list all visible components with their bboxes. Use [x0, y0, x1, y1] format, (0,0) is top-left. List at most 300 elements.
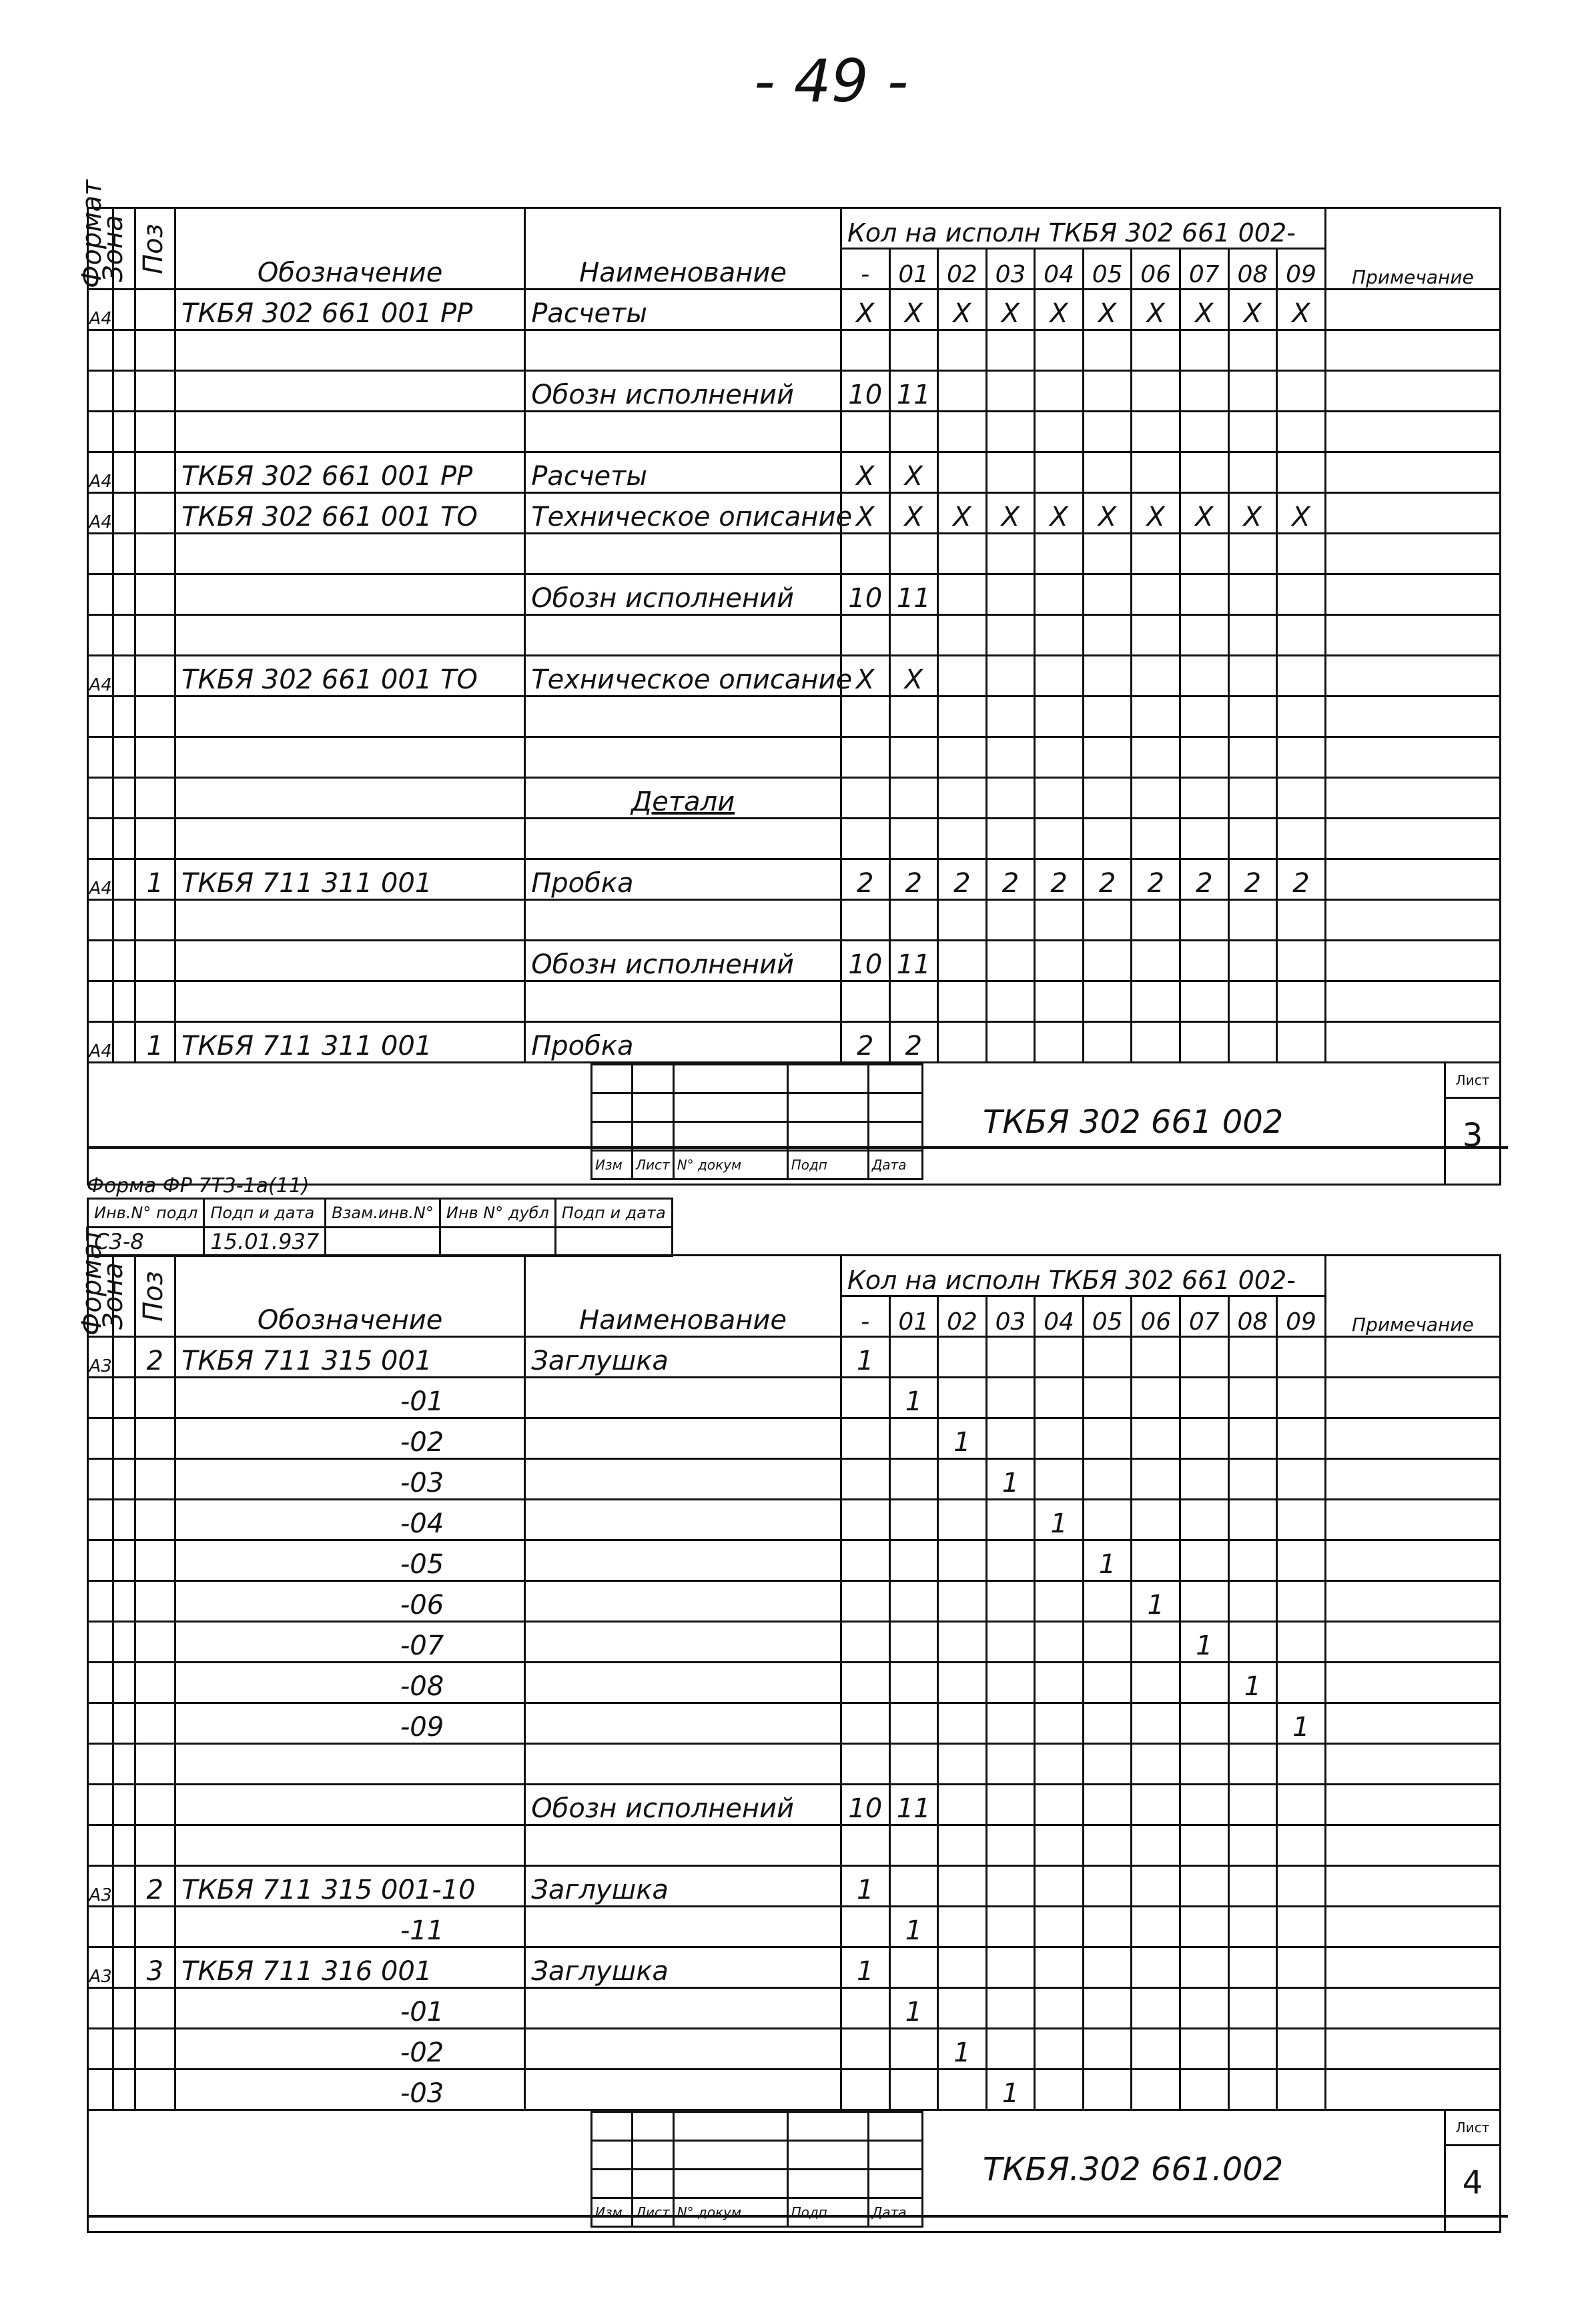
name-cell [525, 1663, 841, 1703]
qty-cell [1083, 1947, 1132, 1988]
qty-cell [1132, 819, 1180, 859]
qty-cell [1083, 615, 1132, 656]
qty-cell: X [889, 452, 938, 493]
qty-cell [1228, 1378, 1277, 1418]
qty-cell [938, 1540, 987, 1581]
qty-cell [938, 534, 987, 574]
qty-cell [1083, 1907, 1132, 1947]
note-cell [1325, 330, 1500, 371]
inventory-value [326, 1228, 440, 1256]
zone-cell [113, 697, 135, 737]
pos-cell [135, 452, 175, 493]
variant-header: 07 [1180, 1296, 1229, 1337]
inventory-label: Взам.инв.N° [326, 1199, 440, 1228]
qty-cell [1277, 1988, 1326, 2029]
qty-cell [1228, 574, 1277, 615]
name-cell: Заглушка [525, 1337, 841, 1378]
qty-cell: 10 [841, 941, 889, 981]
zone-cell [113, 1947, 135, 1988]
qty-cell [1083, 2029, 1132, 2070]
qty-cell [1228, 1500, 1277, 1540]
stamp-cell [592, 1093, 633, 1122]
qty-cell [986, 941, 1035, 981]
zone-cell [113, 819, 135, 859]
qty-cell [1277, 941, 1326, 981]
qty-cell [986, 981, 1035, 1022]
name-cell [525, 1378, 841, 1418]
qty-cell [1228, 330, 1277, 371]
qty-cell [1132, 452, 1180, 493]
name-cell: Обозн исполнений [525, 574, 841, 615]
qty-cell [986, 615, 1035, 656]
zone-cell [113, 778, 135, 819]
name-header: Наименование [525, 1256, 841, 1337]
qty-cell [1035, 1907, 1084, 1947]
zone-cell [113, 1581, 135, 1622]
qty-cell [1083, 2070, 1132, 2110]
qty-cell [986, 778, 1035, 819]
qty-cell [1035, 1540, 1084, 1581]
qty-cell [1035, 574, 1084, 615]
qty-cell: X [1083, 290, 1132, 330]
name-cell [525, 1459, 841, 1500]
designation-header: Обозначение [175, 208, 525, 290]
qty-cell [1035, 1022, 1084, 1063]
note-cell [1325, 1744, 1500, 1785]
qty-cell: 11 [889, 941, 938, 981]
qty-cell [938, 412, 987, 452]
qty-cell [986, 1663, 1035, 1703]
qty-cell [1083, 778, 1132, 819]
note-cell [1325, 493, 1500, 534]
table-row [88, 737, 1501, 778]
qty-cell [1228, 1622, 1277, 1663]
qty-cell [1132, 1744, 1180, 1785]
qty-cell [889, 1540, 938, 1581]
qty-cell [1132, 1022, 1180, 1063]
format-header: Формат [88, 1256, 113, 1337]
name-cell [525, 1540, 841, 1581]
note-cell [1325, 1988, 1500, 2029]
qty-cell: X [1083, 493, 1132, 534]
qty-cell [938, 981, 987, 1022]
qty-cell [841, 1581, 889, 1622]
qty-cell [986, 412, 1035, 452]
format-cell [88, 330, 113, 371]
name-cell [525, 1622, 841, 1663]
designation-cell: ТКБЯ 302 661 001 РР [175, 290, 525, 330]
designation-cell: ТКБЯ 711 311 001 [175, 859, 525, 900]
form-label: Форма ФР 7Т3-1а(11) [87, 1174, 310, 1198]
qty-cell [1132, 1540, 1180, 1581]
qty-cell [938, 574, 987, 615]
qty-cell [1228, 371, 1277, 412]
qty-cell [1132, 1988, 1180, 2029]
pos-cell [135, 2029, 175, 2070]
qty-cell: 2 [1035, 859, 1084, 900]
table-row [88, 330, 1501, 371]
qty-cell [1180, 1947, 1229, 1988]
pos-cell [135, 1418, 175, 1459]
format-cell [88, 2029, 113, 2070]
variant-header: 08 [1228, 249, 1277, 290]
qty-cell [1277, 452, 1326, 493]
qty-cell [938, 452, 987, 493]
format-cell [88, 412, 113, 452]
zone-cell [113, 1663, 135, 1703]
zone-cell [113, 1785, 135, 1825]
qty-cell [1180, 1988, 1229, 2029]
sheet-number-box [1444, 2111, 1499, 2231]
qty-cell [1132, 1418, 1180, 1459]
qty-cell [841, 737, 889, 778]
pos-cell [135, 290, 175, 330]
note-cell [1325, 981, 1500, 1022]
designation-cell: -05 [175, 1540, 525, 1581]
qty-cell [889, 1744, 938, 1785]
note-cell [1325, 859, 1500, 900]
qty-cell [986, 1866, 1035, 1907]
qty-cell [1277, 981, 1326, 1022]
qty-cell [1277, 778, 1326, 819]
qty-cell [889, 1459, 938, 1500]
variant-header: 08 [1228, 1296, 1277, 1337]
variant-header: 03 [986, 1296, 1035, 1337]
page-number: - 49 - [754, 47, 909, 115]
pos-cell [135, 1500, 175, 1540]
spec-table-1 [76, 179, 1501, 1063]
pos-cell [135, 371, 175, 412]
note-header: Примечание [1325, 1256, 1500, 1337]
qty-cell [938, 697, 987, 737]
qty-cell [1228, 737, 1277, 778]
qty-cell [841, 330, 889, 371]
qty-cell [1228, 1418, 1277, 1459]
qty-cell [938, 819, 987, 859]
qty-cell [1035, 1459, 1084, 1500]
designation-cell [175, 1825, 525, 1866]
qty-cell [986, 1581, 1035, 1622]
name-cell [525, 981, 841, 1022]
note-cell [1325, 452, 1500, 493]
pos-cell [135, 1459, 175, 1500]
designation-cell [175, 941, 525, 981]
format-cell [88, 778, 113, 819]
zone-cell [113, 493, 135, 534]
stamp-cell [592, 1065, 633, 1093]
designation-header: Обозначение [175, 1256, 525, 1337]
designation-cell: -02 [175, 2029, 525, 2070]
name-cell: Заглушка [525, 1947, 841, 1988]
name-cell [525, 697, 841, 737]
qty-cell [938, 778, 987, 819]
qty-cell: 2 [986, 859, 1035, 900]
qty-cell [889, 778, 938, 819]
format-cell [88, 1907, 113, 1947]
qty-cell [1132, 1866, 1180, 1907]
variant-header: 04 [1035, 1296, 1084, 1337]
stamp-cell [673, 2170, 787, 2198]
note-cell [1325, 941, 1500, 981]
note-header: Примечание [1325, 208, 1500, 290]
qty-cell [841, 1825, 889, 1866]
qty-cell [1132, 2029, 1180, 2070]
qty-cell [1277, 1947, 1326, 1988]
zone-cell [113, 941, 135, 981]
stamp-label: Дата [868, 1151, 922, 1180]
qty-cell [1277, 900, 1326, 941]
qty-cell [1228, 1907, 1277, 1947]
designation-cell: ТКБЯ 302 661 001 ТО [175, 493, 525, 534]
table-row [88, 412, 1501, 452]
qty-cell [938, 371, 987, 412]
note-cell [1325, 1866, 1500, 1907]
stamp-cell [787, 2112, 868, 2141]
qty-cell [1035, 1337, 1084, 1378]
pos-cell [135, 534, 175, 574]
note-cell [1325, 371, 1500, 412]
name-cell: Пробка [525, 1022, 841, 1063]
qty-cell [1083, 534, 1132, 574]
qty-cell [1083, 1581, 1132, 1622]
qty-cell [938, 900, 987, 941]
qty-cell [841, 534, 889, 574]
qty-cell [1035, 1825, 1084, 1866]
qty-cell [1180, 697, 1229, 737]
name-cell [525, 412, 841, 452]
qty-cell [1132, 1622, 1180, 1663]
qty-cell [1132, 1663, 1180, 1703]
pos-cell [135, 412, 175, 452]
note-cell [1325, 1581, 1500, 1622]
qty-cell [1228, 1947, 1277, 1988]
pos-cell [135, 900, 175, 941]
qty-cell [841, 1418, 889, 1459]
qty-cell [1083, 1744, 1132, 1785]
qty-cell [1132, 1337, 1180, 1378]
pos-header: Поз [135, 208, 175, 290]
zone-cell [113, 1907, 135, 1947]
format-cell [88, 1540, 113, 1581]
qty-cell [1035, 330, 1084, 371]
qty-cell: 1 [841, 1866, 889, 1907]
designation-cell: -01 [175, 1378, 525, 1418]
qty-cell [1180, 778, 1229, 819]
qty-cell [841, 819, 889, 859]
designation-cell [175, 1785, 525, 1825]
stamp-cell [787, 1093, 868, 1122]
qty-cell [986, 1418, 1035, 1459]
inventory-value [555, 1228, 672, 1256]
variant-header: - [841, 249, 889, 290]
qty-cell [1180, 1378, 1229, 1418]
qty-cell [1277, 656, 1326, 697]
qty-cell: X [889, 493, 938, 534]
qty-cell [841, 1500, 889, 1540]
inventory-label: Подп и дата [204, 1199, 326, 1228]
qty-cell [1035, 1947, 1084, 1988]
designation-cell: -11 [175, 1907, 525, 1947]
designation-cell: -09 [175, 1703, 525, 1744]
zone-cell [113, 1378, 135, 1418]
qty-cell [841, 1540, 889, 1581]
qty-cell [1035, 2029, 1084, 2070]
qty-cell: X [1228, 493, 1277, 534]
qty-cell [889, 1703, 938, 1744]
inventory-label: Инв N° дубл [440, 1199, 555, 1228]
format-cell [88, 941, 113, 981]
qty-cell [1180, 1337, 1229, 1378]
qty-cell [1035, 819, 1084, 859]
qty-cell [1132, 981, 1180, 1022]
designation-cell [175, 778, 525, 819]
qty-cell [1180, 2029, 1229, 2070]
inventory-block [87, 1198, 673, 1257]
sheet-number: 3 [1462, 1117, 1483, 1154]
qty-cell: X [1180, 493, 1229, 534]
qty-cell [938, 1663, 987, 1703]
qty-cell [1277, 1500, 1326, 1540]
zone-cell [113, 1703, 135, 1744]
qty-cell [841, 1459, 889, 1500]
pos-cell [135, 2070, 175, 2110]
qty-cell [1228, 2029, 1277, 2070]
format-cell: А4 [88, 452, 113, 493]
designation-cell: -06 [175, 1581, 525, 1622]
qty-cell [1180, 1418, 1229, 1459]
note-cell [1325, 778, 1500, 819]
zone-cell [113, 330, 135, 371]
table-row [88, 2029, 1501, 2070]
qty-cell [1277, 1825, 1326, 1866]
sheet-number-box [1444, 1063, 1499, 1184]
note-cell [1325, 1703, 1500, 1744]
stamp-cell [787, 2141, 868, 2170]
qty-cell [1132, 2070, 1180, 2110]
qty-cell [938, 1337, 987, 1378]
qty-cell [1277, 574, 1326, 615]
designation-cell [175, 371, 525, 412]
pos-cell [135, 1663, 175, 1703]
qty-cell [938, 2070, 987, 2110]
stamp-label: N° докум [673, 2198, 787, 2227]
qty-cell [1132, 1785, 1180, 1825]
zone-cell [113, 1418, 135, 1459]
qty-cell [1277, 1418, 1326, 1459]
qty-cell [1277, 1337, 1326, 1378]
stamp-cell [673, 1093, 787, 1122]
zone-cell [113, 1459, 135, 1500]
qty-cell: X [1035, 290, 1084, 330]
designation-cell: ТКБЯ 302 661 001 ТО [175, 656, 525, 697]
qty-cell [1035, 1378, 1084, 1418]
revision-stamp [590, 2111, 923, 2231]
qty-cell [841, 1907, 889, 1947]
name-header: Наименование [525, 208, 841, 290]
qty-cell [986, 1703, 1035, 1744]
table-row [88, 1947, 1501, 1988]
name-cell [525, 1581, 841, 1622]
qty-cell [1132, 615, 1180, 656]
qty-cell [841, 900, 889, 941]
zone-cell [113, 412, 135, 452]
qty-cell [1277, 1907, 1326, 1947]
qty-cell: 2 [889, 859, 938, 900]
qty-cell [986, 371, 1035, 412]
designation-cell: -04 [175, 1500, 525, 1540]
qty-cell [1035, 778, 1084, 819]
table-row [88, 1459, 1501, 1500]
variant-header: 06 [1132, 249, 1180, 290]
qty-cell: X [1180, 290, 1229, 330]
format-header: Формат [88, 208, 113, 290]
format-cell [88, 1418, 113, 1459]
qty-cell [1083, 1459, 1132, 1500]
name-cell: Обозн исполнений [525, 941, 841, 981]
qty-cell [1083, 1988, 1132, 2029]
qty-cell [1132, 1378, 1180, 1418]
qty-cell [841, 615, 889, 656]
pos-cell: 2 [135, 1866, 175, 1907]
qty-cell [889, 330, 938, 371]
note-cell [1325, 615, 1500, 656]
qty-cell [1180, 1540, 1229, 1581]
qty-cell [1035, 656, 1084, 697]
qty-cell: 1 [938, 1418, 987, 1459]
qty-cell [1132, 778, 1180, 819]
variant-header: 05 [1083, 1296, 1132, 1337]
qty-cell [1035, 697, 1084, 737]
format-cell [88, 615, 113, 656]
qty-cell [1083, 656, 1132, 697]
zone-cell [113, 1988, 135, 2029]
qty-cell [986, 1744, 1035, 1785]
format-cell [88, 1378, 113, 1418]
qty-cell [1083, 900, 1132, 941]
revision-stamp [590, 1063, 923, 1184]
qty-cell [1277, 1459, 1326, 1500]
stamp-cell [592, 2112, 633, 2141]
separator-rule [87, 1146, 1508, 1149]
qty-cell [986, 737, 1035, 778]
qty-cell: 1 [986, 1459, 1035, 1500]
format-cell [88, 574, 113, 615]
format-cell [88, 1744, 113, 1785]
qty-cell [1228, 778, 1277, 819]
designation-cell [175, 1744, 525, 1785]
qty-cell [1083, 1663, 1132, 1703]
designation-cell [175, 737, 525, 778]
name-cell: Заглушка [525, 1866, 841, 1907]
qty-cell [1277, 1744, 1326, 1785]
note-cell [1325, 412, 1500, 452]
qty-cell [986, 574, 1035, 615]
note-cell [1325, 1540, 1500, 1581]
name-cell: Обозн исполнений [525, 1785, 841, 1825]
table-row [88, 1337, 1501, 1378]
qty-cell [938, 615, 987, 656]
name-cell [525, 1825, 841, 1866]
designation-cell: ТКБЯ 302 661 001 РР [175, 452, 525, 493]
qty-cell [1228, 1581, 1277, 1622]
qty-cell [986, 1622, 1035, 1663]
name-cell [525, 1703, 841, 1744]
pos-cell [135, 330, 175, 371]
qty-cell [1132, 1907, 1180, 1947]
qty-cell [986, 534, 1035, 574]
qty-cell [1277, 1581, 1326, 1622]
qty-cell: 2 [1132, 859, 1180, 900]
